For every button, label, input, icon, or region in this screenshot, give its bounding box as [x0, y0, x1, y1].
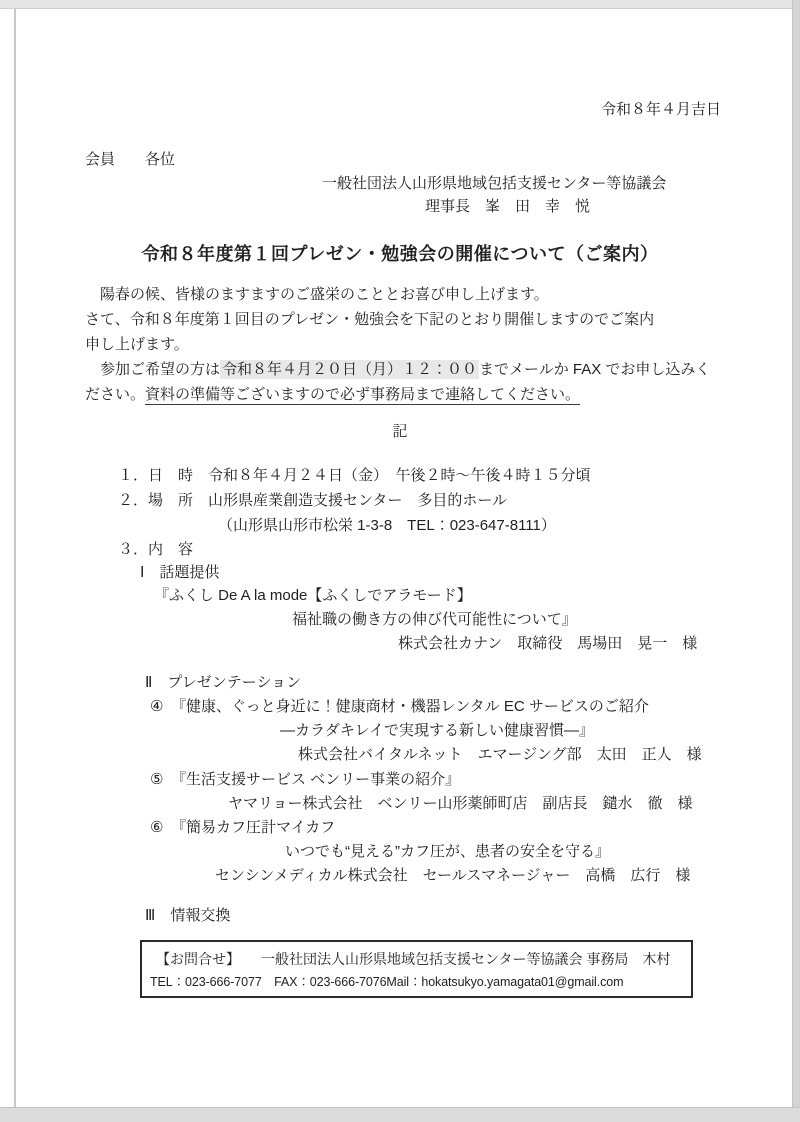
scan-edge-bottom	[0, 1107, 800, 1122]
contact-box-line2: TEL：023-666-7077 FAX：023-666-7076Mail：hokatsukyo.yamagata01@gmail.com	[150, 975, 624, 989]
agenda-item-place: ２．場 所 山形県産業創造支援センター 多目的ホール	[118, 492, 508, 509]
document-title: 令和８年度第１回プレゼン・勉強会の開催について（ご案内）	[141, 244, 659, 264]
sender-org: 一般社団法人山形県地域包括支援センター等協議会	[322, 175, 667, 192]
notice-pre-text: ださい。	[85, 386, 146, 403]
deadline-post-text: までメールか FAX でお申し込みく	[479, 361, 711, 378]
presentation6-title-line2: いつでも“見える”カフ圧が、患者の安全を守る』	[285, 843, 610, 860]
section2-heading: Ⅱ プレゼンテーション	[145, 674, 302, 691]
recipient-line: 会員 各位	[85, 151, 176, 168]
document-date: 令和８年４月吉日	[601, 101, 722, 118]
deadline-highlight: 令和８年４月２０日（月）１２：００	[222, 361, 478, 378]
presentation5-title: ⑤ 『生活支援サービス ベンリー事業の紹介』	[150, 771, 461, 788]
greeting-line-1: 陽春の候、皆様のますますのご盛栄のこととお喜び申し上げます。	[85, 286, 549, 303]
presentation4-title-line1: ④ 『健康、ぐっと身近に！健康商材・機器レンタル EC サービスのご紹介	[150, 698, 649, 715]
agenda-item-datetime: １．日 時 令和８年４月２４日（金） 午後２時～午後４時１５分頃	[118, 467, 591, 484]
greeting-line-4	[85, 360, 710, 379]
agenda-item-place-address: （山形県山形市松栄 1-3-8 TEL：023-647-8111）	[218, 517, 556, 534]
agenda-item-contents: ３．内 容	[118, 541, 194, 558]
presentation6-presenter: センシンメディカル株式会社 セールスマネージャー 高橋 広行 様	[215, 867, 691, 884]
presentation4-presenter: 株式会社バイタルネット エマージング部 太田 正人 様	[298, 746, 702, 763]
presentation4-title-line2: ―カラダキレイで実現する新しい健康習慣―』	[280, 722, 594, 739]
record-marker: 記	[392, 423, 408, 440]
section3-heading: Ⅲ 情報交換	[145, 907, 231, 924]
contact-box-line1: 【お問合せ】 一般社団法人山形県地域包括支援センター等協議会 事務局 木村	[156, 951, 671, 967]
scan-edge-left	[14, 8, 16, 1122]
section1-title-line2: 福祉職の働き方の伸び代可能性について』	[292, 611, 577, 628]
deadline-pre-text: 参加ご希望の方は	[85, 361, 221, 378]
section1-presenter: 株式会社カナン 取締役 馬場田 晃一 様	[398, 635, 698, 652]
scan-edge-right	[792, 0, 800, 1122]
scan-edge-top	[0, 0, 800, 9]
sender-signature: 理事長 峯 田 幸 悦	[425, 198, 591, 215]
greeting-line-5	[85, 385, 580, 404]
presentation6-title-line1: ⑥ 『簡易カフ圧計マイカフ	[150, 819, 336, 836]
presentation5-presenter: ヤマリョー株式会社 ベンリー山形薬師町店 副店長 鑓水 徹 様	[228, 795, 693, 812]
contact-box	[140, 940, 693, 998]
section1-title-line1: 『ふくし De A la mode【ふくしでアラモード】	[154, 587, 472, 604]
greeting-line-3: 申し上げます。	[85, 336, 189, 353]
section1-heading: Ⅰ 話題提供	[140, 564, 220, 581]
greeting-line-2: さて、令和８年度第１回目のプレゼン・勉強会を下記のとおり開催しますのでご案内	[85, 311, 655, 328]
notice-underlined-text: 資料の準備等ございますので必ず事務局まで連絡してください。	[145, 386, 581, 403]
